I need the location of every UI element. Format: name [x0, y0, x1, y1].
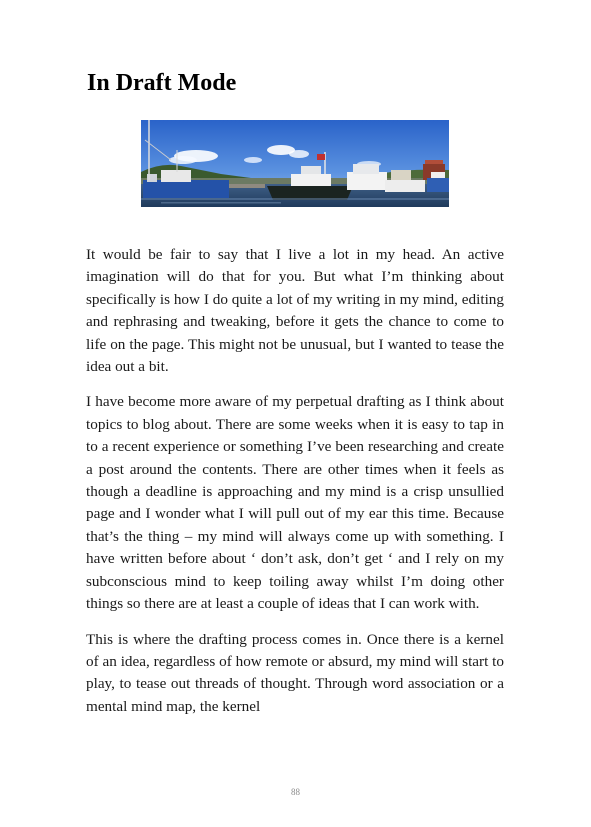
paragraph-2: I have become more aware of my perpetual drafting as I think about topics to blog about. There are some weeks when it is easy to tap in to a recent experience or something I’ve been researching and create a post around the contents. There are other times when it feels as though a deadline is approaching and my mind is a crisp unsullied page and I wonder what I will pull out of my ear this time. Because that’s the thing – my mind will always come up with something. I have written before about ‘ don’t ask, don’t get ‘ and I rely on my subconscious mind to keep toiling away whilst I’m doing other things so there are at least a couple of ideas that I can work with. [86, 393, 504, 613]
harbour-photo [141, 120, 449, 207]
paragraph-1: It would be fair to say that I live a lot in my head. An active imagination will do that for you. But what I’m thinking about specifically is how I do quite a lot of my writing in my mind, editing and rephrasing and tweaking, before it gets the chance to come to life on the page. This might not be unusual, but I wanted to tease the idea out a bit. [86, 246, 504, 376]
body-text [86, 244, 504, 731]
harbour-photo-illustration [141, 120, 449, 207]
page-number: 88 [291, 787, 300, 797]
page-title: In Draft Mode [87, 70, 237, 96]
paragraph-3: This is where the drafting process comes in. Once there is a kernel of an idea, regardless of how remote or absurd, my mind will start to play, to tease out threads of thought. Through word association or a mental mind map, the kernel [86, 630, 504, 715]
